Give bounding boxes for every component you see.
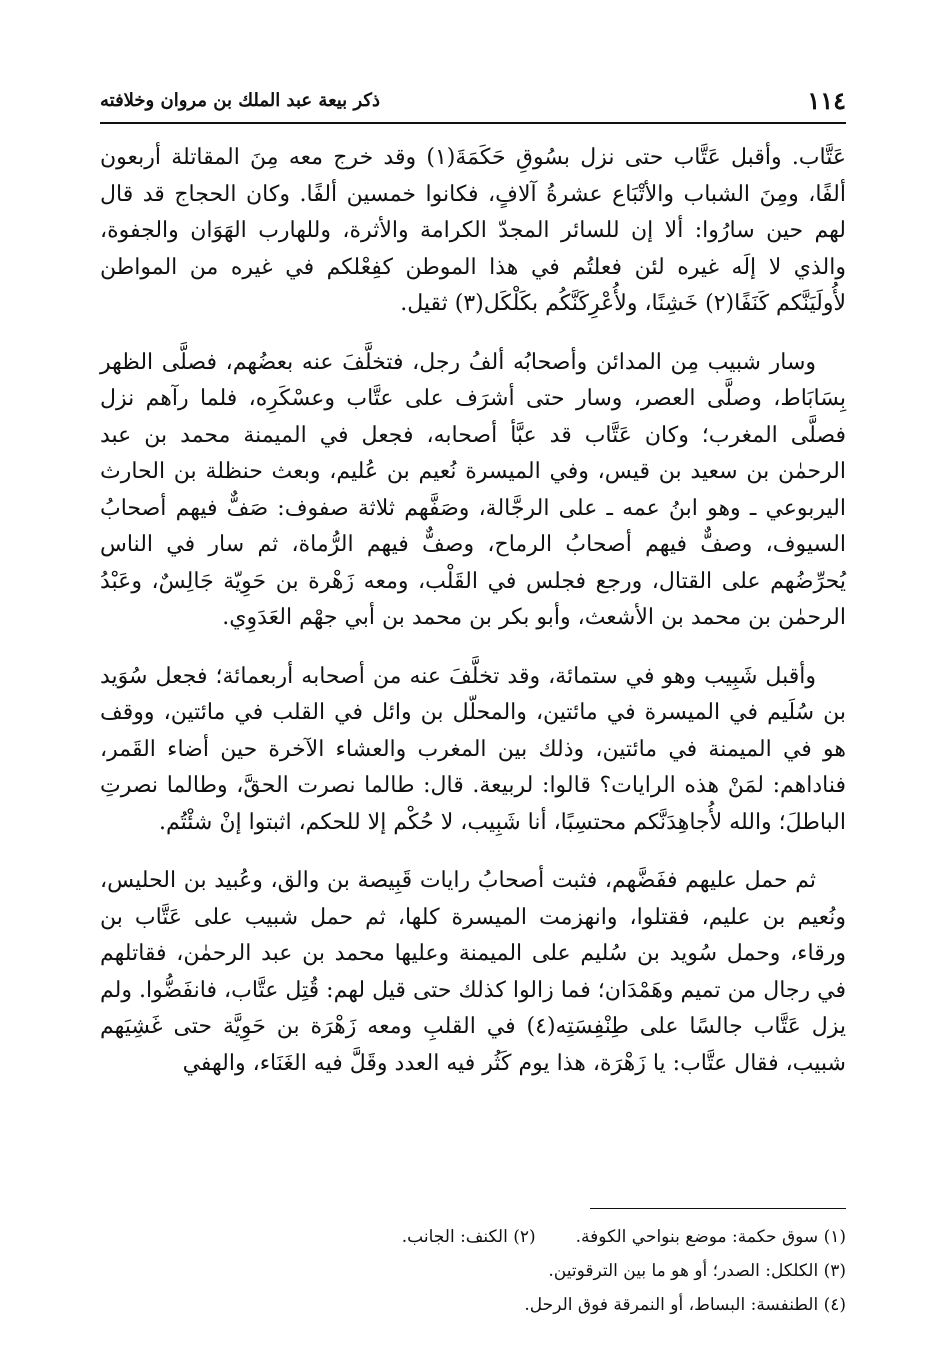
footnote: (٣) الكلكل: الصدر؛ أو هو ما بين الترقوتين. bbox=[548, 1261, 846, 1281]
footnote: (٢) الكنف: الجانب. bbox=[401, 1227, 536, 1247]
footnote-row bbox=[100, 1288, 846, 1322]
footnote-divider bbox=[590, 1208, 846, 1209]
paragraph: وسار شبيب مِن المدائن وأصحابُه ألفُ رجل، فتخلَّفَ عنه بعضُهم، فصلَّى الظهر بِسَابَاط، وصلَّى العصر، وسار حتى أشرَف على عتَّاب وعسْكَرِه، فلما رآهم نزل فصلَّى المغرب؛ وكان عَتَّاب قد عبَّأ أصحابه، فجعل في الميمنة محمد بن عبد الرحمٰن بن سعيد بن قيس، وفي الميسرة نُعيم بن عُليم، وبعث حنظلة بن الحارث اليربوعي ـ وهو ابنُ عمه ـ على الرجَّالة، وصَفَّهم ثلاثة صفوف: صَفٌّ فيهم أصحابُ السيوف، وصفٌّ فيهم أصحابُ الرماح، وصفٌّ فيهم الرُّماة، ثم سار في الناس يُحرِّضُهم على القتال، ورجع فجلس في القَلْب، ومعه زَهْرة بن حَوِيّة جَالِسٌ، وعَبْدُ الرحمٰن بن محمد بن الأشعث، وأبو بكر بن محمد بن أبي جهْم العَدَوِي. bbox=[100, 349, 846, 630]
running-title: ذكر بيعة عبد الملك بن مروان وخلافته bbox=[100, 90, 380, 111]
footnote: (١) سوق حكمة: موضع بنواحي الكوفة. bbox=[575, 1227, 846, 1247]
paragraph: ثم حمل عليهم ففَضَّهم، فثبت أصحابُ رايات قَبِيصة بن والق، وعُبيد بن الحليس، ونُعيم بن عليم، فقتلوا، وانهزمت الميسرة كلها، ثم حمل شبيب على عَتَّاب بن ورقاء، وحمل سُويد بن سُليم على الميمنة وعليها محمد بن عبد الرحمٰن، فقاتلهم في رجال من تميم وهَمْدَان؛ فما زالوا كذلك حتى قيل لهم: قُتِل عتَّاب، فانفَضُّوا. ولم يزل عَتَّاب جالسًا على طِنْفِسَتِه(٤) في القلبِ ومعه زَهْرَة بن حَوِيَّة حتى غَشِيَهم شبيب، فقال عتَّاب: يا زَهْرَة، هذا يوم كَثُر فيه العدد وقَلَّ فيه الغَنَاء، والهفي bbox=[100, 868, 846, 1076]
paragraph: عَتَّاب. وأقبل عَتَّاب حتى نزل بسُوقِ حَكَمَةَ(١) وقد خرج معه مِنَ المقاتلة أربعون ألفًا، ومِنَ الشباب والأتْبَاع عشرةُ آلافٍ، فكانوا خمسين ألفًا. وكان الحجاج قد قال لهم حين سارُوا: ألا إن للسائر المجدّ الكرامة والأثرة، وللهارب الهَوَان والجفوة، والذي لا إلَه غيره لئن فعلتُم في هذا الموطن كفِعْلكم في غيره من المواطن لأُولَيَنَّكم كَنَفًا(٢) خَشِنًا، ولأُعْرِكَنَّكُم بكَلْكَل(٣) ثقيل. bbox=[100, 145, 846, 316]
page-header bbox=[100, 80, 846, 124]
footnotes bbox=[100, 1220, 846, 1322]
main-text bbox=[100, 140, 846, 1104]
footnote: (٤) الطنفسة: البساط، أو النمرقة فوق الرحل. bbox=[524, 1295, 846, 1315]
footnote-row bbox=[100, 1254, 846, 1288]
page-number: ١١٤ bbox=[807, 86, 846, 115]
footnote-row bbox=[100, 1220, 846, 1254]
header-divider bbox=[100, 122, 846, 124]
paragraph: وأقبل شَبِيب وهو في ستمائة، وقد تخلَّفَ عنه من أصحابه أربعمائة؛ فجعل سُوَيد بن سُلَيم في الميسرة في مائتين، والمحلّل بن وائل في القلب في مائتين، ووقف هو في الميمنة في مائتين، وذلك بين المغرب والعشاء الآخرة حين أضاء القَمر، فناداهم: لمَنْ هذه الرايات؟ قالوا: لربيعة. قال: طالما نصرت الحقَّ، وطالما نصرتِ الباطلَ؛ والله لأُجاهِدَنَّكم محتسِبًا، أنا شَبِيب، لا حُكْم إلا للحكم، اثبتوا إنْ شئْتُم. bbox=[100, 663, 846, 835]
